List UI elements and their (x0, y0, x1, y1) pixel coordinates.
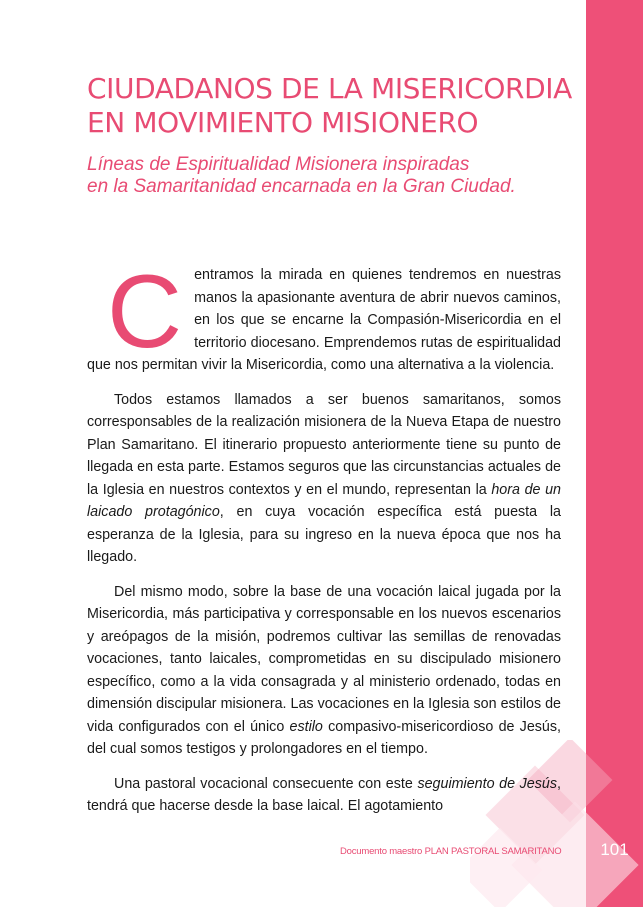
page-number: 101 (600, 840, 629, 859)
footer-document-title: Documento maestro PLAN PASTORAL SAMARITANO (340, 846, 562, 857)
title-line-1: CIUDADANOS DE LA MISERICORDIA (87, 72, 572, 105)
paragraph-3 (87, 581, 561, 761)
paragraph-4-emphasis: seguimiento de Jesús (417, 775, 557, 792)
paragraph-2-emphasis: hora de un laicado protagónico (87, 481, 561, 520)
paragraph-4-text-b: , tendrá que hacerse desde la base laical. El agotamiento (87, 775, 561, 814)
paragraph-3-emphasis: estilo (289, 718, 323, 735)
page-title (87, 72, 577, 140)
drop-cap: C (107, 254, 183, 370)
paragraph-2-text-b: , en cuya vocación específica está puesta la esperanza de la Iglesia, para su ingreso en la nueva época que nos ha llegado. (87, 504, 561, 565)
paragraph-3-text-b: compasivo-misericordioso de Jesús, del cual somos testigos y prolongadores en el tiempo. (87, 718, 561, 757)
paragraph-4 (87, 773, 561, 818)
paragraph-1-text: entramos la mirada en quienes tendremos en nuestras manos la apasionante aventura de abrir nuevos caminos, en los que se encarne la Compasión-Misericordia en el territorio diocesano. Emprendemos rutas de espiritualidad que nos permitan vivir la Misericordia, como una alternativa a la violencia. (87, 267, 561, 373)
paragraph-3-text-a: Del mismo modo, sobre la base de una vocación laical jugada por la Misericordia, más participativa y corresponsable en los nuevos escenarios y areópagos de la misión, podremos cultivar las semillas de renovadas vocaciones, tanto laicales, comprometidas en su discipulado misionero específico, como a la vida consagrada y al ministerio ordenado, todas en dimensión discipular misionera. Las vocaciones en la Iglesia son estilos de vida configurados con el único (87, 583, 561, 735)
subtitle-line-2: en la Samaritanidad encarnada en la Gran Ciudad. (87, 176, 516, 197)
paragraph-4-text-a: Una pastoral vocacional consecuente con este (114, 775, 418, 792)
paragraph-2-text-a: Todos estamos llamados a ser buenos samaritanos, somos corresponsables de la realización misionera de la Nueva Etapa de nuestro Plan Samaritano. El itinerario propuesto anteriormente tiene su punto de llegada en esta parte. Estamos seguros que las circunstancias actuales de la Iglesia en nuestros contextos y en el mundo, representan la (87, 391, 561, 498)
paragraph-2 (87, 389, 561, 569)
subtitle-line-1: Líneas de Espiritualidad Misionera inspiradas (87, 154, 470, 175)
page-subtitle (87, 154, 577, 198)
paragraph-1 (87, 254, 561, 377)
body-text (87, 254, 561, 830)
title-line-2: EN MOVIMIENTO MISIONERO (87, 106, 479, 139)
